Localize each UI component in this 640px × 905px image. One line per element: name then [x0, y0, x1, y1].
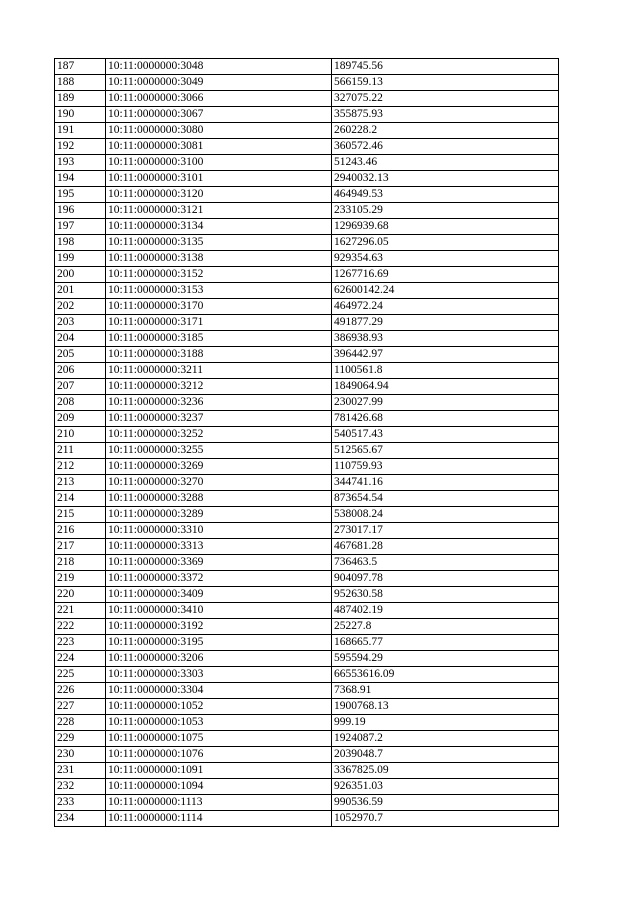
row-index-cell: 205 — [55, 347, 106, 363]
row-index-cell: 234 — [55, 811, 106, 827]
cadastral-number-cell: 10:11:0000000:3303 — [106, 667, 332, 683]
value-cell: 873654.54 — [332, 491, 559, 507]
data-table — [54, 58, 559, 827]
table-row — [55, 571, 559, 587]
cadastral-number-cell: 10:11:0000000:1094 — [106, 779, 332, 795]
row-index-cell: 195 — [55, 187, 106, 203]
value-cell: 2039048.7 — [332, 747, 559, 763]
row-index-cell: 223 — [55, 635, 106, 651]
value-cell: 355875.93 — [332, 107, 559, 123]
value-cell: 1849064.94 — [332, 379, 559, 395]
table-row — [55, 603, 559, 619]
row-index-cell: 227 — [55, 699, 106, 715]
value-cell: 1296939.68 — [332, 219, 559, 235]
row-index-cell: 190 — [55, 107, 106, 123]
row-index-cell: 212 — [55, 459, 106, 475]
table-row — [55, 635, 559, 651]
value-cell: 344741.16 — [332, 475, 559, 491]
cadastral-number-cell: 10:11:0000000:3269 — [106, 459, 332, 475]
table-row — [55, 91, 559, 107]
table-row — [55, 331, 559, 347]
table-row — [55, 171, 559, 187]
table-row — [55, 667, 559, 683]
table-row — [55, 283, 559, 299]
table-row — [55, 187, 559, 203]
row-index-cell: 231 — [55, 763, 106, 779]
cadastral-number-cell: 10:11:0000000:3288 — [106, 491, 332, 507]
table-row — [55, 75, 559, 91]
cadastral-number-cell: 10:11:0000000:3313 — [106, 539, 332, 555]
value-cell: 189745.56 — [332, 59, 559, 75]
cadastral-number-cell: 10:11:0000000:3369 — [106, 555, 332, 571]
value-cell: 540517.43 — [332, 427, 559, 443]
value-cell: 51243.46 — [332, 155, 559, 171]
cadastral-number-cell: 10:11:0000000:3304 — [106, 683, 332, 699]
value-cell: 2940032.13 — [332, 171, 559, 187]
cadastral-number-cell: 10:11:0000000:3410 — [106, 603, 332, 619]
table-row — [55, 427, 559, 443]
cadastral-number-cell: 10:11:0000000:3270 — [106, 475, 332, 491]
table-row — [55, 347, 559, 363]
value-cell: 1924087.2 — [332, 731, 559, 747]
cadastral-number-cell: 10:11:0000000:3409 — [106, 587, 332, 603]
row-index-cell: 198 — [55, 235, 106, 251]
value-cell: 66553616.09 — [332, 667, 559, 683]
value-cell: 926351.03 — [332, 779, 559, 795]
cadastral-number-cell: 10:11:0000000:1075 — [106, 731, 332, 747]
table-row — [55, 731, 559, 747]
cadastral-number-cell: 10:11:0000000:3138 — [106, 251, 332, 267]
table-row — [55, 235, 559, 251]
cadastral-number-cell: 10:11:0000000:3372 — [106, 571, 332, 587]
value-cell: 7368.91 — [332, 683, 559, 699]
row-index-cell: 201 — [55, 283, 106, 299]
value-cell: 929354.63 — [332, 251, 559, 267]
cadastral-number-cell: 10:11:0000000:3100 — [106, 155, 332, 171]
row-index-cell: 204 — [55, 331, 106, 347]
table-row — [55, 715, 559, 731]
row-index-cell: 225 — [55, 667, 106, 683]
row-index-cell: 208 — [55, 395, 106, 411]
value-cell: 1052970.7 — [332, 811, 559, 827]
cadastral-number-cell: 10:11:0000000:3188 — [106, 347, 332, 363]
cadastral-number-cell: 10:11:0000000:1052 — [106, 699, 332, 715]
row-index-cell: 197 — [55, 219, 106, 235]
cadastral-number-cell: 10:11:0000000:1053 — [106, 715, 332, 731]
cadastral-number-cell: 10:11:0000000:1076 — [106, 747, 332, 763]
table-row — [55, 395, 559, 411]
table-row — [55, 523, 559, 539]
row-index-cell: 188 — [55, 75, 106, 91]
value-cell: 952630.58 — [332, 587, 559, 603]
cadastral-number-cell: 10:11:0000000:3121 — [106, 203, 332, 219]
row-index-cell: 219 — [55, 571, 106, 587]
table-row — [55, 107, 559, 123]
value-cell: 62600142.24 — [332, 283, 559, 299]
value-cell: 110759.93 — [332, 459, 559, 475]
value-cell: 396442.97 — [332, 347, 559, 363]
row-index-cell: 202 — [55, 299, 106, 315]
row-index-cell: 226 — [55, 683, 106, 699]
table-row — [55, 747, 559, 763]
table-row — [55, 491, 559, 507]
table-row — [55, 363, 559, 379]
value-cell: 386938.93 — [332, 331, 559, 347]
row-index-cell: 216 — [55, 523, 106, 539]
value-cell: 566159.13 — [332, 75, 559, 91]
table-row — [55, 379, 559, 395]
value-cell: 487402.19 — [332, 603, 559, 619]
value-cell: 327075.22 — [332, 91, 559, 107]
cadastral-number-cell: 10:11:0000000:3134 — [106, 219, 332, 235]
cadastral-number-cell: 10:11:0000000:3310 — [106, 523, 332, 539]
row-index-cell: 233 — [55, 795, 106, 811]
cadastral-number-cell: 10:11:0000000:3067 — [106, 107, 332, 123]
table-row — [55, 699, 559, 715]
row-index-cell: 213 — [55, 475, 106, 491]
table-row — [55, 299, 559, 315]
table-row — [55, 251, 559, 267]
value-cell: 512565.67 — [332, 443, 559, 459]
table-row — [55, 139, 559, 155]
value-cell: 1267716.69 — [332, 267, 559, 283]
table-body — [55, 59, 559, 827]
value-cell: 1900768.13 — [332, 699, 559, 715]
value-cell: 781426.68 — [332, 411, 559, 427]
value-cell: 233105.29 — [332, 203, 559, 219]
table-row — [55, 811, 559, 827]
cadastral-number-cell: 10:11:0000000:3171 — [106, 315, 332, 331]
row-index-cell: 229 — [55, 731, 106, 747]
cadastral-number-cell: 10:11:0000000:3170 — [106, 299, 332, 315]
row-index-cell: 207 — [55, 379, 106, 395]
cadastral-number-cell: 10:11:0000000:1091 — [106, 763, 332, 779]
cadastral-number-cell: 10:11:0000000:3152 — [106, 267, 332, 283]
value-cell: 736463.5 — [332, 555, 559, 571]
value-cell: 260228.2 — [332, 123, 559, 139]
cadastral-number-cell: 10:11:0000000:3255 — [106, 443, 332, 459]
row-index-cell: 214 — [55, 491, 106, 507]
row-index-cell: 220 — [55, 587, 106, 603]
cadastral-number-cell: 10:11:0000000:3236 — [106, 395, 332, 411]
row-index-cell: 228 — [55, 715, 106, 731]
row-index-cell: 232 — [55, 779, 106, 795]
cadastral-number-cell: 10:11:0000000:3289 — [106, 507, 332, 523]
table-row — [55, 587, 559, 603]
table-row — [55, 651, 559, 667]
cadastral-number-cell: 10:11:0000000:1113 — [106, 795, 332, 811]
row-index-cell: 221 — [55, 603, 106, 619]
table-row — [55, 267, 559, 283]
row-index-cell: 222 — [55, 619, 106, 635]
value-cell: 168665.77 — [332, 635, 559, 651]
cadastral-number-cell: 10:11:0000000:3192 — [106, 619, 332, 635]
row-index-cell: 196 — [55, 203, 106, 219]
value-cell: 464949.53 — [332, 187, 559, 203]
table-row — [55, 763, 559, 779]
table-row — [55, 459, 559, 475]
value-cell: 3367825.09 — [332, 763, 559, 779]
value-cell: 538008.24 — [332, 507, 559, 523]
cadastral-number-cell: 10:11:0000000:3081 — [106, 139, 332, 155]
cadastral-number-cell: 10:11:0000000:3049 — [106, 75, 332, 91]
row-index-cell: 199 — [55, 251, 106, 267]
row-index-cell: 194 — [55, 171, 106, 187]
row-index-cell: 206 — [55, 363, 106, 379]
row-index-cell: 203 — [55, 315, 106, 331]
table-row — [55, 507, 559, 523]
value-cell: 904097.78 — [332, 571, 559, 587]
table-row — [55, 219, 559, 235]
value-cell: 990536.59 — [332, 795, 559, 811]
row-index-cell: 191 — [55, 123, 106, 139]
row-index-cell: 217 — [55, 539, 106, 555]
value-cell: 360572.46 — [332, 139, 559, 155]
table-row — [55, 475, 559, 491]
row-index-cell: 200 — [55, 267, 106, 283]
cadastral-number-cell: 10:11:0000000:3135 — [106, 235, 332, 251]
cadastral-number-cell: 10:11:0000000:3120 — [106, 187, 332, 203]
row-index-cell: 192 — [55, 139, 106, 155]
table-row — [55, 59, 559, 75]
row-index-cell: 215 — [55, 507, 106, 523]
cadastral-number-cell: 10:11:0000000:3237 — [106, 411, 332, 427]
table-row — [55, 155, 559, 171]
cadastral-number-cell: 10:11:0000000:3212 — [106, 379, 332, 395]
cadastral-number-cell: 10:11:0000000:3195 — [106, 635, 332, 651]
cadastral-number-cell: 10:11:0000000:3101 — [106, 171, 332, 187]
table-row — [55, 539, 559, 555]
row-index-cell: 230 — [55, 747, 106, 763]
cadastral-number-cell: 10:11:0000000:3048 — [106, 59, 332, 75]
value-cell: 1627296.05 — [332, 235, 559, 251]
table-row — [55, 555, 559, 571]
table-row — [55, 683, 559, 699]
table-row — [55, 203, 559, 219]
cadastral-number-cell: 10:11:0000000:3185 — [106, 331, 332, 347]
row-index-cell: 210 — [55, 427, 106, 443]
row-index-cell: 187 — [55, 59, 106, 75]
cadastral-number-cell: 10:11:0000000:3066 — [106, 91, 332, 107]
table-row — [55, 779, 559, 795]
value-cell: 467681.28 — [332, 539, 559, 555]
row-index-cell: 193 — [55, 155, 106, 171]
table-row — [55, 443, 559, 459]
table-row — [55, 411, 559, 427]
cadastral-number-cell: 10:11:0000000:3153 — [106, 283, 332, 299]
cadastral-number-cell: 10:11:0000000:1114 — [106, 811, 332, 827]
row-index-cell: 189 — [55, 91, 106, 107]
cadastral-number-cell: 10:11:0000000:3080 — [106, 123, 332, 139]
table-row — [55, 795, 559, 811]
value-cell: 491877.29 — [332, 315, 559, 331]
table-row — [55, 619, 559, 635]
row-index-cell: 218 — [55, 555, 106, 571]
value-cell: 999.19 — [332, 715, 559, 731]
cadastral-number-cell: 10:11:0000000:3206 — [106, 651, 332, 667]
value-cell: 1100561.8 — [332, 363, 559, 379]
row-index-cell: 209 — [55, 411, 106, 427]
value-cell: 230027.99 — [332, 395, 559, 411]
table-row — [55, 123, 559, 139]
cadastral-number-cell: 10:11:0000000:3211 — [106, 363, 332, 379]
cadastral-number-cell: 10:11:0000000:3252 — [106, 427, 332, 443]
value-cell: 273017.17 — [332, 523, 559, 539]
value-cell: 25227.8 — [332, 619, 559, 635]
row-index-cell: 224 — [55, 651, 106, 667]
row-index-cell: 211 — [55, 443, 106, 459]
value-cell: 464972.24 — [332, 299, 559, 315]
table-row — [55, 315, 559, 331]
value-cell: 595594.29 — [332, 651, 559, 667]
